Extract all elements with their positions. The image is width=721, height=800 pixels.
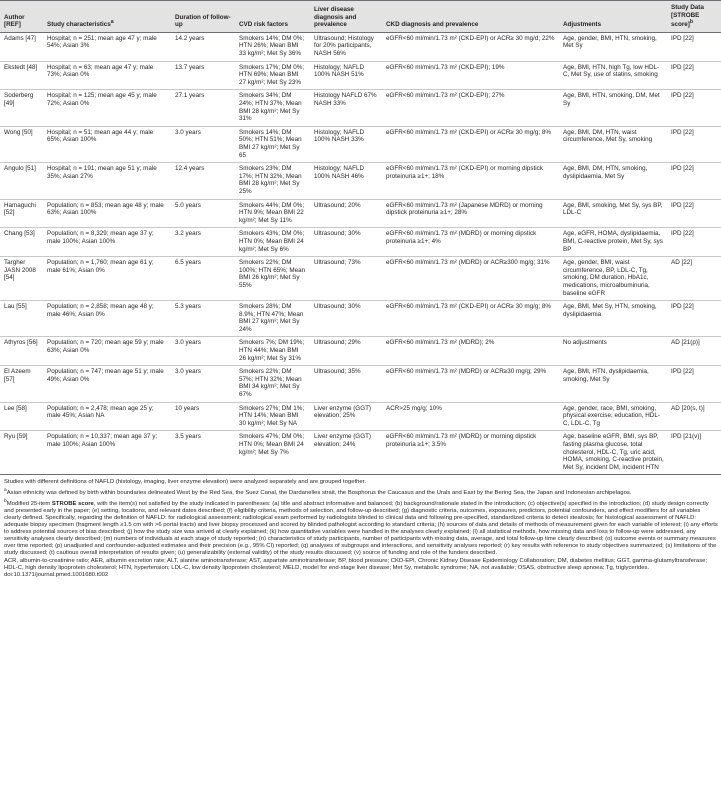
cell-author: Lee [58] xyxy=(0,402,43,431)
cell-author: Wong [50] xyxy=(0,126,43,162)
header-duration: Duration of follow-up xyxy=(171,1,235,33)
cell-duration: 6.5 years xyxy=(171,257,235,301)
note-intro: Studies with different definitions of NAFLD (histology, imaging, liver enzyme elevation) were analyzed separately and are grouped together. xyxy=(4,479,366,486)
table-row xyxy=(0,228,721,257)
cell-study: Population; n = 8,329; mean age 37 y; male 100%; Asian 100% xyxy=(43,228,171,257)
footnote-marker-b: b xyxy=(689,19,694,26)
cell-duration: 5.0 years xyxy=(171,199,235,228)
table-row xyxy=(0,90,721,126)
cell-duration: 12.4 years xyxy=(171,163,235,199)
cell-liver: Ultrasound; Histology for 20% participants, NASH 56% xyxy=(310,32,382,61)
cell-author: Targher JASN 2008 [54] xyxy=(0,257,43,301)
cell-adjust: Age, BMI, HTN, smoking, DM, Met Sy xyxy=(559,90,667,126)
cell-strobe: AD [21(p)] xyxy=(667,337,721,366)
cell-ckd: ACR>25 mg/g; 10% xyxy=(382,402,559,431)
cell-cvd: Smokers 17%; DM 0%; HTN 69%; Mean BMI 27 kg/m²; Met Sy 23% xyxy=(235,61,310,90)
cell-author: Hamaguchi [52] xyxy=(0,199,43,228)
cell-ckd: eGFR<60 ml/min/1.73 m² (MDRD) or ACR≥30 mg/g; 29% xyxy=(382,366,559,402)
cell-liver: Liver enzyme (GGT) elevation; 25% xyxy=(310,402,382,431)
cell-duration: 5.3 years xyxy=(171,301,235,337)
note-abbreviations: ACR, albumin-to-creatinine ratio; AER, albumin excretion rate; ALT, alanine aminotransferase; AST, aspartate aminotransferase; BP, blood pressure; CKD-EPI, Chronic Kidney Disease Epidemiology Collaboration; DM, diabetes mellitus; GGT, gamma-glutamyltransferase; HDL-C, high density lipoprotein cholesterol; HTN, hypertension; LDL-C, low density lipoprotein cholesterol; MELD, model for end-stage liver disease; Met Sy, metabolic syndrome; NA, not available; OSAS, obstructive sleep apnoea; Tg, triglycerides. xyxy=(4,557,708,571)
table-row xyxy=(0,431,721,475)
table-header-row xyxy=(0,1,721,33)
cell-cvd: Smokers 7%; DM 19%; HTN 44%; Mean BMI 26 kg/m²; Met Sy 31% xyxy=(235,337,310,366)
cell-study: Population; n = 747; mean age 51 y; male 49%; Asian 0% xyxy=(43,366,171,402)
cell-ckd: eGFR<60 ml/min/1.73 m² (CKD-EPI) or ACR≥ 30 mg/g; 8% xyxy=(382,126,559,162)
cell-strobe: IPD [22] xyxy=(667,126,721,162)
cell-adjust: Age, BMI, Met Sy, HTN, smoking, dyslipidaemia xyxy=(559,301,667,337)
cell-cvd: Smokers 28%; DM 8.9%; HTN 47%; Mean BMI 27 kg/m²; Met Sy 24% xyxy=(235,301,310,337)
cell-study: Population; n = 2,858; mean age 48 y; male 46%; Asian 0% xyxy=(43,301,171,337)
cell-liver: Ultrasound; 73% xyxy=(310,257,382,301)
cell-author: El Azeem [57] xyxy=(0,366,43,402)
cell-study: Hospital; n = 191; mean age 51 y; male 35%; Asian 27% xyxy=(43,163,171,199)
note-b: $^b$Modified 25-item STROBE score, with the item(s) not satisfied by the study indicated in parentheses: (a) title and abstract informative and balanced; (b) background/rationale stated in the introduction; (c) objective(s) specified in the introduction; (d) study design correctly and presented early in the paper; (e) setting, locations, and relevant dates described; (f) eligibility criteria, methods of selection, and follow-up described; (g) diagnostic criteria, outcomes, exposures, predictors, potential confounders, and effect modifiers for all variables clearly defined. Specifically, regarding the definition of NAFLD: for radiological assessment: radiological exam performed by radiologists blinded to clinical data and following pre-specified, standardized criteria to detect steatosis; for histological assessment of NAFLD: adequate biopsy specimen (fragment length ≥1.5 cm with >6 portal tracts) and liver biopsy processed and scored by blinded pathologist according to standard criteria; (h) sources of data and details of methods of measurement given for each variable of interest; (i) any efforts to address potential sources of bias described; (j) how the study size was arrived at clearly explained; (k) how quantitative variables were handled in the analyses clearly explained; (l) all statistical methods, how missing data and loss to follow-up were addressed, any sensitivity analyses clearly described; (m) numbers of individuals at each stage of study reported; (n) characteristics of study participants, number of participants with missing data, average, and total follow-up time clearly described; (o) outcome events or summary measures over time reported; (p) unadjusted and confounder-adjusted estimates and their precision (e.g., 95% CI) reported; (q) analyses of subgroups and interactions, and sensitivity analyses reported; (r) key results with reference to study objectives summarized; (s) limitations of the study discussed; (t) cautious overall interpretation of results given; (u) generalizability (external validity) of the study results discussed; (v) source of funding and role of the funders described. xyxy=(4,498,718,557)
cell-liver: Ultrasound; 35% xyxy=(310,366,382,402)
cell-study: Population; n = 10,337; mean age 37 y; male 100%; Asian 100% xyxy=(43,431,171,475)
cell-ckd: eGFR<60 ml/min/1.73 m² (MDRD) or morning dipstick proteinuria ≥1+; 3.5% xyxy=(382,431,559,475)
cell-duration: 10 years xyxy=(171,402,235,431)
cell-strobe: AD [20(s, t)] xyxy=(667,402,721,431)
cell-duration: 3.2 years xyxy=(171,228,235,257)
footnote-marker-a: a xyxy=(110,19,114,26)
cell-duration: 14.2 years xyxy=(171,32,235,61)
cell-adjust: Age, gender, BMI, waist circumference, BP, LDL-C, Tg, smoking, DM duration, HbA1c, medications, microalbuminuria, baseline eGFR xyxy=(559,257,667,301)
cell-strobe: IPD [22] xyxy=(667,163,721,199)
cell-author: Ekstedt [48] xyxy=(0,61,43,90)
note-b-marker: b xyxy=(4,498,7,504)
cell-strobe: IPD [22] xyxy=(667,199,721,228)
note-doi: doi:10.1371/journal.pmed.1001680.t002 xyxy=(4,572,109,579)
cell-adjust: Age, gender, race, BMI, smoking, physical exercise, education, HDL-C, LDL-C, Tg xyxy=(559,402,667,431)
cell-author: Ryu [59] xyxy=(0,431,43,475)
table-row xyxy=(0,301,721,337)
header-strobe: Study Data [STROBE score]$^b$ xyxy=(667,1,721,33)
cell-adjust: Age, eGFR, HOMA, dyslipidaemia, BMI, C-reactive protein, Met Sy, sys BP xyxy=(559,228,667,257)
cell-author: Chang [53] xyxy=(0,228,43,257)
note-a: $^a$Asian ethnicity was defined by birth within boundaries delineated West by the Red Sea, the Suez Canal, the Dardanelles strait, the Bosphorus the Caucasus and the Urals and East by the Bering Sea, the Japan and Indonesian archipelagos. xyxy=(4,487,632,496)
cell-duration: 13.7 years xyxy=(171,61,235,90)
cell-ckd: eGFR<60 ml/min/1.73 m² (CKD-EPI) or morning dipstick proteinuria ≥1+; 18% xyxy=(382,163,559,199)
cell-cvd: Smokers 14%; DM 50%; HTN 51%; Mean BMI 27 kg/m²; Met Sy 65 xyxy=(235,126,310,162)
cell-duration: 3.0 years xyxy=(171,337,235,366)
cell-adjust: Age, BMI, DM, HTN, waist circumference, Met Sy, smoking xyxy=(559,126,667,162)
table-row xyxy=(0,257,721,301)
cell-study: Hospital; n = 51; mean age 44 y; male 65%; Asian 100% xyxy=(43,126,171,162)
cell-cvd: Smokers 22%; DM 100%; HTN 65%; Mean BMI 26 kg/m²; Met Sy 55% xyxy=(235,257,310,301)
table-row xyxy=(0,337,721,366)
table-notes xyxy=(0,475,721,579)
cell-duration: 3.0 years xyxy=(171,366,235,402)
table-row xyxy=(0,32,721,61)
cell-duration: 3.5 years xyxy=(171,431,235,475)
cell-study: Hospital; n = 125; mean age 45 y; male 72%; Asian 0% xyxy=(43,90,171,126)
cell-cvd: Smokers 43%; DM 0%; HTN 0%; Mean BMI 24 kg/m²; Met Sy 6% xyxy=(235,228,310,257)
cell-liver: Ultrasound; 30% xyxy=(310,301,382,337)
note-a-marker: a xyxy=(4,487,7,493)
cell-cvd: Smokers 14%; DM 0%; HTN 26%; Mean BMI 33 kg/m²; Met Sy 36% xyxy=(235,32,310,61)
cell-author: Angulo [51] xyxy=(0,163,43,199)
cell-liver: Liver enzyme (GGT) elevation; 24% xyxy=(310,431,382,475)
cell-strobe: IPD [22] xyxy=(667,301,721,337)
table-row xyxy=(0,126,721,162)
cell-ckd: eGFR<60 ml/min/1.73 m² (Japanese MDRD) or morning dipstick proteinuria ≥1+; 28% xyxy=(382,199,559,228)
cell-liver: Ultrasound; 29% xyxy=(310,337,382,366)
cell-cvd: Smokers 22%; DM 57%; HTN 32%; Mean BMI 34 kg/m²; Met Sy 67% xyxy=(235,366,310,402)
cell-adjust: Age, gender, BMI, HTN, smoking, Met Sy xyxy=(559,32,667,61)
cell-adjust: Age, BMI, HTN, dyslipidaemia, smoking, Met Sy xyxy=(559,366,667,402)
cell-study: Hospital; n = 63; mean age 47 y; male 73%; Asian 0% xyxy=(43,61,171,90)
cell-ckd: eGFR<60 ml/min/1.73 m² (CKD-EPI); 19% xyxy=(382,61,559,90)
cell-ckd: eGFR<60 ml/min/1.73 m² (MDRD); 2% xyxy=(382,337,559,366)
cell-adjust: Age, BMI, HTN, high Tg, low HDL-C, Met Sy, use of statins, smoking xyxy=(559,61,667,90)
cell-author: Lau [55] xyxy=(0,301,43,337)
cell-ckd: eGFR<60 ml/min/1.73 m² (CKD-EPI) or ACR≥ 30 mg/d; 22% xyxy=(382,32,559,61)
cell-cvd: Smokers 34%; DM 24%; HTN 37%; Mean BMI 28 kg/m²; Met Sy 31% xyxy=(235,90,310,126)
cell-cvd: Smokers 44%; DM 0%; HTN 9%; Mean BMI 22 kg/m²; Met Sy 11% xyxy=(235,199,310,228)
cell-liver: Ultrasound; 20% xyxy=(310,199,382,228)
cell-study: Population; n = 720; mean age 59 y; male 63%; Asian 0% xyxy=(43,337,171,366)
cell-study: Population; n = 2,478; mean age 25 y; male 45%; Asian NA xyxy=(43,402,171,431)
table-row xyxy=(0,61,721,90)
table-row xyxy=(0,163,721,199)
header-cvd: CVD risk factors xyxy=(235,1,310,33)
cell-ckd: eGFR<60 ml/min/1.73 m² (CKD-EPI); 27% xyxy=(382,90,559,126)
cell-adjust: Age, BMI, smoking, Met Sy, sys BP, LDL-C xyxy=(559,199,667,228)
cell-liver: Histology; NAFLD 100% NASH 33% xyxy=(310,126,382,162)
header-liver: Liver disease diagnosis and prevalence xyxy=(310,1,382,33)
cell-adjust: Age, baseline eGFR, BMI, sys BP, fasting plasma glucose, total cholesterol, HDL-C, Tg, uric acid, HOMA, smoking, C-reactive protein, Met Sy, incident DM, incident HTN xyxy=(559,431,667,475)
cell-duration: 3.0 years xyxy=(171,126,235,162)
cell-strobe: IPD [22] xyxy=(667,32,721,61)
header-study: Study characteristics$^a$ xyxy=(43,1,171,33)
cell-ckd: eGFR<60 ml/min/1.73 m² (MDRD) or ACR≥300 mg/g; 31% xyxy=(382,257,559,301)
cell-author: Soderberg [49] xyxy=(0,90,43,126)
cell-strobe: IPD [21(v)] xyxy=(667,431,721,475)
cell-liver: Histology NAFLD 67% NASH 33% xyxy=(310,90,382,126)
cell-liver: Ultrasound; 30% xyxy=(310,228,382,257)
cell-study: Population; n = 853; mean age 48 y; male 63%; Asian 100% xyxy=(43,199,171,228)
cell-strobe: IPD [22] xyxy=(667,90,721,126)
header-ckd: CKD diagnosis and prevalence xyxy=(382,1,559,33)
cell-ckd: eGFR<60 ml/min/1.73 m² (CKD-EPI) or ACR≥ 30 mg/g; 8% xyxy=(382,301,559,337)
cell-strobe: AD [22] xyxy=(667,257,721,301)
cell-adjust: No adjustments xyxy=(559,337,667,366)
cell-strobe: IPD [22] xyxy=(667,366,721,402)
cell-cvd: Smokers 47%; DM 0%; HTN 0%; Mean BMI 24 kg/m²; Met Sy 7% xyxy=(235,431,310,475)
cell-strobe: IPD [22] xyxy=(667,228,721,257)
cell-study: Population; n = 1,760; mean age 61 y; male 61%; Asian 0% xyxy=(43,257,171,301)
table-row xyxy=(0,366,721,402)
header-author: Author [REF] xyxy=(0,1,43,33)
cell-duration: 27.1 years xyxy=(171,90,235,126)
cell-cvd: Smokers 27%; DM 1%; HTN 14%; Mean BMI 30 kg/m²; Met Sy NA xyxy=(235,402,310,431)
table-body xyxy=(0,32,721,475)
cell-liver: Histology; NAFLD 100% NASH 46% xyxy=(310,163,382,199)
cell-author: Athyros [56] xyxy=(0,337,43,366)
cell-adjust: Age, BMI, DM, HTN, smoking, dyslipidaemia, Met Sy xyxy=(559,163,667,199)
header-adjust: Adjustments xyxy=(559,1,667,33)
cell-liver: Histology; NAFLD 100% NASH 51% xyxy=(310,61,382,90)
cell-cvd: Smokers 23%; DM 17%; HTN 32%; Mean BMI 28 kg/m²; Met Sy 25% xyxy=(235,163,310,199)
cell-study: Hospital; n = 251; mean age 47 y; male 54%; Asian 3% xyxy=(43,32,171,61)
cell-strobe: IPD [22] xyxy=(667,61,721,90)
cell-author: Adams [47] xyxy=(0,32,43,61)
table-row xyxy=(0,199,721,228)
cell-ckd: eGFR<60 ml/min/1.73 m² (MDRD) or morning dipstick proteinuria ≥1+; 4% xyxy=(382,228,559,257)
table-row xyxy=(0,402,721,431)
